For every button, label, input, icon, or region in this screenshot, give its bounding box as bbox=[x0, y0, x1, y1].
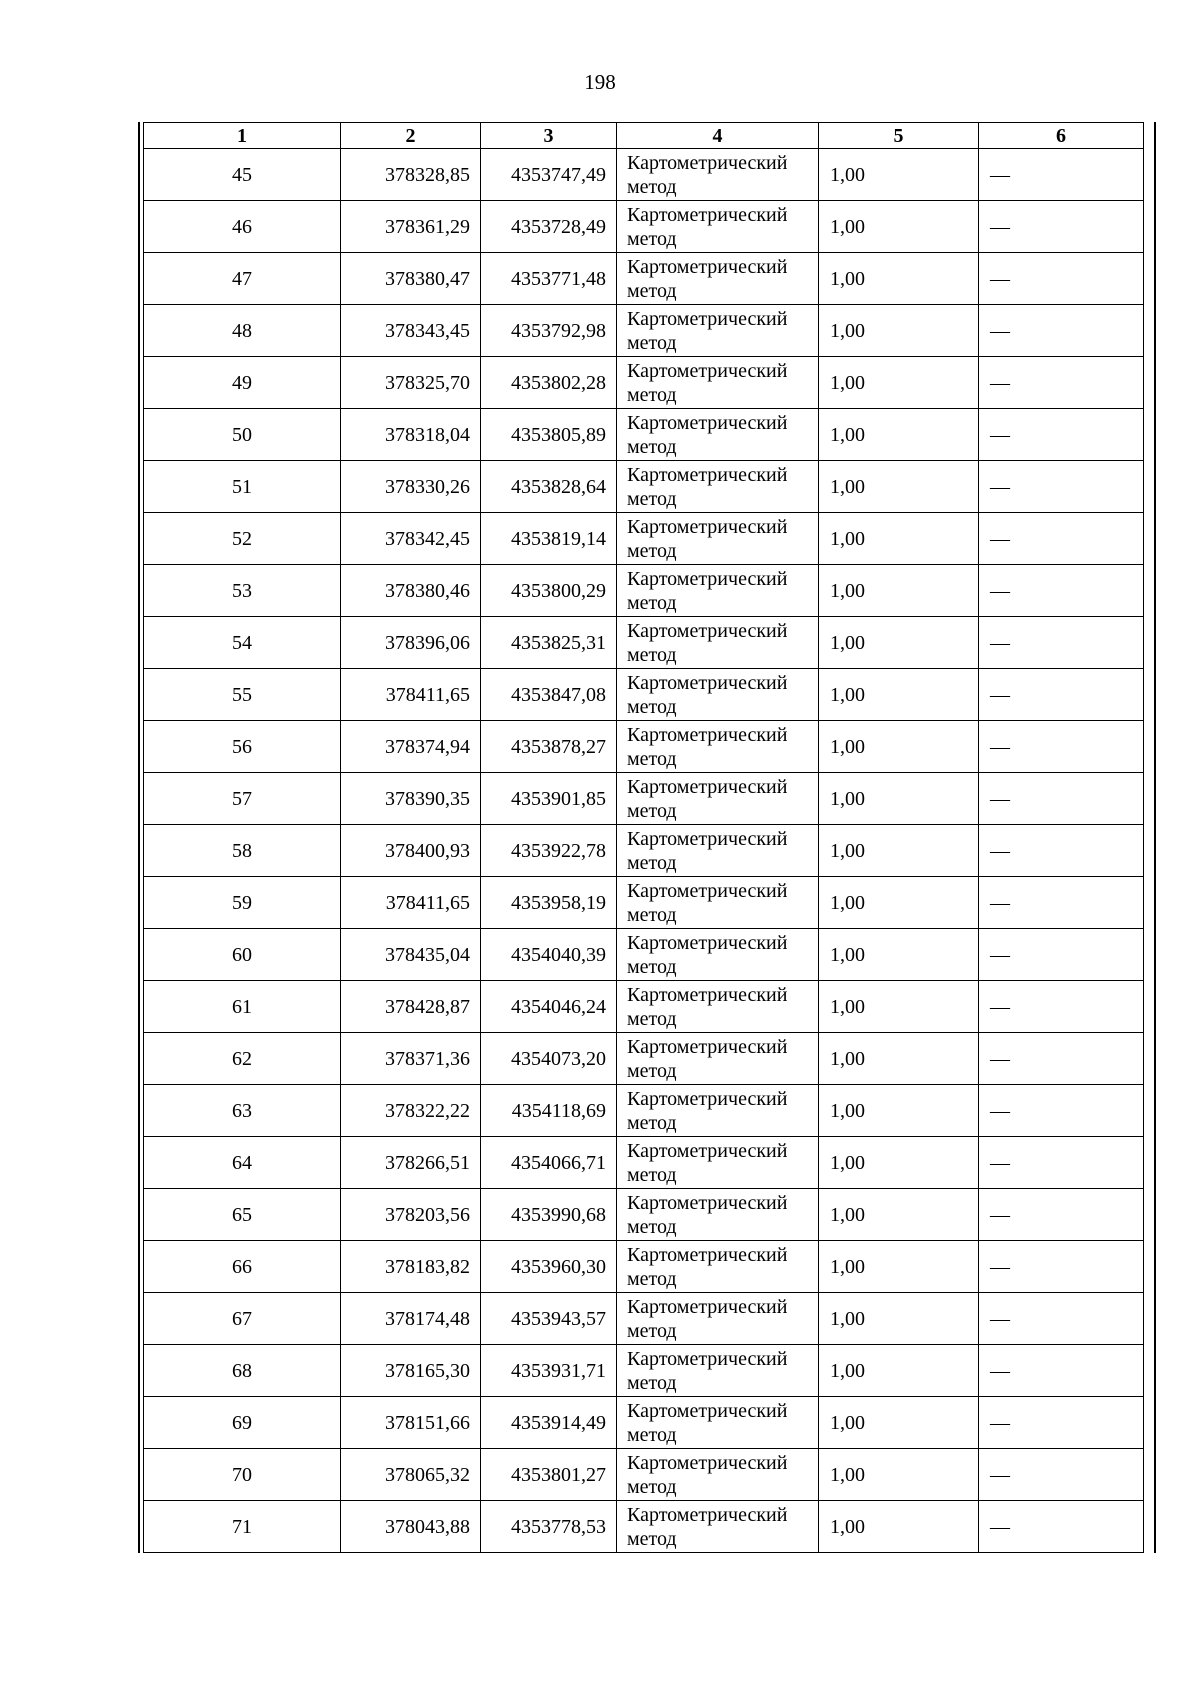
point-number-cell: 67 bbox=[144, 1293, 341, 1345]
table-row bbox=[144, 461, 1144, 513]
table-row bbox=[144, 1241, 1144, 1293]
description-cell: — bbox=[979, 929, 1144, 981]
table-row bbox=[144, 1397, 1144, 1449]
description-cell: — bbox=[979, 1137, 1144, 1189]
table-header-row bbox=[144, 123, 1144, 149]
accuracy-cell: 1,00 bbox=[819, 1449, 979, 1501]
accuracy-cell: 1,00 bbox=[819, 305, 979, 357]
coordinate-y-cell: 4354040,39 bbox=[481, 929, 617, 981]
coordinate-y-cell: 4353828,64 bbox=[481, 461, 617, 513]
coordinate-x-cell: 378380,46 bbox=[341, 565, 481, 617]
method-cell: Картометрический метод bbox=[617, 513, 819, 565]
point-number-cell: 46 bbox=[144, 201, 341, 253]
coordinate-y-cell: 4353778,53 bbox=[481, 1501, 617, 1553]
accuracy-cell: 1,00 bbox=[819, 1189, 979, 1241]
table-row bbox=[144, 981, 1144, 1033]
coordinate-y-cell: 4353943,57 bbox=[481, 1293, 617, 1345]
point-number-cell: 69 bbox=[144, 1397, 341, 1449]
coordinate-x-cell: 378411,65 bbox=[341, 669, 481, 721]
accuracy-cell: 1,00 bbox=[819, 669, 979, 721]
accuracy-cell: 1,00 bbox=[819, 253, 979, 305]
point-number-cell: 68 bbox=[144, 1345, 341, 1397]
accuracy-cell: 1,00 bbox=[819, 981, 979, 1033]
point-number-cell: 45 bbox=[144, 149, 341, 201]
method-cell: Картометрический метод bbox=[617, 721, 819, 773]
point-number-cell: 60 bbox=[144, 929, 341, 981]
point-number-cell: 58 bbox=[144, 825, 341, 877]
method-cell: Картометрический метод bbox=[617, 1033, 819, 1085]
point-number-cell: 53 bbox=[144, 565, 341, 617]
accuracy-cell: 1,00 bbox=[819, 201, 979, 253]
method-cell: Картометрический метод bbox=[617, 1501, 819, 1553]
point-number-cell: 65 bbox=[144, 1189, 341, 1241]
table-row bbox=[144, 617, 1144, 669]
table-row bbox=[144, 149, 1144, 201]
coordinate-x-cell: 378361,29 bbox=[341, 201, 481, 253]
method-cell: Картометрический метод bbox=[617, 981, 819, 1033]
coordinate-y-cell: 4353805,89 bbox=[481, 409, 617, 461]
description-cell: — bbox=[979, 877, 1144, 929]
table-row bbox=[144, 1085, 1144, 1137]
method-cell: Картометрический метод bbox=[617, 409, 819, 461]
description-cell: — bbox=[979, 1345, 1144, 1397]
description-cell: — bbox=[979, 981, 1144, 1033]
table-row bbox=[144, 305, 1144, 357]
coordinate-y-cell: 4354066,71 bbox=[481, 1137, 617, 1189]
table-row bbox=[144, 825, 1144, 877]
coordinate-x-cell: 378390,35 bbox=[341, 773, 481, 825]
description-cell: — bbox=[979, 1241, 1144, 1293]
coordinate-y-cell: 4353802,28 bbox=[481, 357, 617, 409]
method-cell: Картометрический метод bbox=[617, 877, 819, 929]
description-cell: — bbox=[979, 409, 1144, 461]
coordinate-y-cell: 4353792,98 bbox=[481, 305, 617, 357]
point-number-cell: 63 bbox=[144, 1085, 341, 1137]
description-cell: — bbox=[979, 149, 1144, 201]
header-cell-4: 4 bbox=[617, 123, 819, 149]
coordinate-y-cell: 4353771,48 bbox=[481, 253, 617, 305]
point-number-cell: 51 bbox=[144, 461, 341, 513]
header-cell-5: 5 bbox=[819, 123, 979, 149]
description-cell: — bbox=[979, 357, 1144, 409]
table-row bbox=[144, 513, 1144, 565]
coordinate-x-cell: 378266,51 bbox=[341, 1137, 481, 1189]
coordinate-y-cell: 4353901,85 bbox=[481, 773, 617, 825]
method-cell: Картометрический метод bbox=[617, 929, 819, 981]
table-row bbox=[144, 773, 1144, 825]
accuracy-cell: 1,00 bbox=[819, 1345, 979, 1397]
page-number: 198 bbox=[584, 70, 616, 94]
method-cell: Картометрический метод bbox=[617, 461, 819, 513]
point-number-cell: 59 bbox=[144, 877, 341, 929]
accuracy-cell: 1,00 bbox=[819, 357, 979, 409]
accuracy-cell: 1,00 bbox=[819, 1085, 979, 1137]
coordinate-y-cell: 4353990,68 bbox=[481, 1189, 617, 1241]
coordinate-y-cell: 4353914,49 bbox=[481, 1397, 617, 1449]
method-cell: Картометрический метод bbox=[617, 1449, 819, 1501]
accuracy-cell: 1,00 bbox=[819, 1241, 979, 1293]
coordinate-x-cell: 378065,32 bbox=[341, 1449, 481, 1501]
coordinate-y-cell: 4353931,71 bbox=[481, 1345, 617, 1397]
point-number-cell: 62 bbox=[144, 1033, 341, 1085]
coordinate-x-cell: 378043,88 bbox=[341, 1501, 481, 1553]
point-number-cell: 54 bbox=[144, 617, 341, 669]
coordinate-x-cell: 378165,30 bbox=[341, 1345, 481, 1397]
table-row bbox=[144, 721, 1144, 773]
table-row bbox=[144, 877, 1144, 929]
method-cell: Картометрический метод bbox=[617, 825, 819, 877]
coordinate-x-cell: 378428,87 bbox=[341, 981, 481, 1033]
description-cell: — bbox=[979, 513, 1144, 565]
point-number-cell: 47 bbox=[144, 253, 341, 305]
accuracy-cell: 1,00 bbox=[819, 773, 979, 825]
description-cell: — bbox=[979, 617, 1144, 669]
header-cell-2: 2 bbox=[341, 123, 481, 149]
coordinate-x-cell: 378435,04 bbox=[341, 929, 481, 981]
method-cell: Картометрический метод bbox=[617, 1137, 819, 1189]
coordinate-x-cell: 378174,48 bbox=[341, 1293, 481, 1345]
point-number-cell: 52 bbox=[144, 513, 341, 565]
accuracy-cell: 1,00 bbox=[819, 1397, 979, 1449]
table-row bbox=[144, 201, 1144, 253]
coordinate-x-cell: 378325,70 bbox=[341, 357, 481, 409]
coordinate-x-cell: 378151,66 bbox=[341, 1397, 481, 1449]
description-cell: — bbox=[979, 1293, 1144, 1345]
table-row bbox=[144, 1137, 1144, 1189]
coordinate-x-cell: 378374,94 bbox=[341, 721, 481, 773]
header-cell-1: 1 bbox=[144, 123, 341, 149]
method-cell: Картометрический метод bbox=[617, 1085, 819, 1137]
table-row bbox=[144, 1189, 1144, 1241]
coordinate-x-cell: 378371,36 bbox=[341, 1033, 481, 1085]
description-cell: — bbox=[979, 201, 1144, 253]
table-row bbox=[144, 1501, 1144, 1553]
coordinate-x-cell: 378380,47 bbox=[341, 253, 481, 305]
coordinate-y-cell: 4353825,31 bbox=[481, 617, 617, 669]
coordinate-y-cell: 4353819,14 bbox=[481, 513, 617, 565]
accuracy-cell: 1,00 bbox=[819, 1033, 979, 1085]
point-number-cell: 70 bbox=[144, 1449, 341, 1501]
coordinate-x-cell: 378330,26 bbox=[341, 461, 481, 513]
description-cell: — bbox=[979, 669, 1144, 721]
coordinate-x-cell: 378318,04 bbox=[341, 409, 481, 461]
table-row bbox=[144, 565, 1144, 617]
method-cell: Картометрический метод bbox=[617, 1293, 819, 1345]
point-number-cell: 64 bbox=[144, 1137, 341, 1189]
coordinate-y-cell: 4353958,19 bbox=[481, 877, 617, 929]
coordinate-x-cell: 378343,45 bbox=[341, 305, 481, 357]
coordinate-y-cell: 4353728,49 bbox=[481, 201, 617, 253]
table-row bbox=[144, 1033, 1144, 1085]
table-row bbox=[144, 357, 1144, 409]
header-cell-3: 3 bbox=[481, 123, 617, 149]
coordinate-y-cell: 4353747,49 bbox=[481, 149, 617, 201]
description-cell: — bbox=[979, 1397, 1144, 1449]
accuracy-cell: 1,00 bbox=[819, 409, 979, 461]
description-cell: — bbox=[979, 773, 1144, 825]
point-number-cell: 55 bbox=[144, 669, 341, 721]
table-row bbox=[144, 1345, 1144, 1397]
accuracy-cell: 1,00 bbox=[819, 513, 979, 565]
coordinates-table bbox=[143, 122, 1144, 1553]
description-cell: — bbox=[979, 253, 1144, 305]
accuracy-cell: 1,00 bbox=[819, 1501, 979, 1553]
accuracy-cell: 1,00 bbox=[819, 149, 979, 201]
point-number-cell: 66 bbox=[144, 1241, 341, 1293]
point-number-cell: 56 bbox=[144, 721, 341, 773]
table-row bbox=[144, 1293, 1144, 1345]
method-cell: Картометрический метод bbox=[617, 357, 819, 409]
point-number-cell: 61 bbox=[144, 981, 341, 1033]
coordinate-y-cell: 4353922,78 bbox=[481, 825, 617, 877]
description-cell: — bbox=[979, 461, 1144, 513]
coordinate-x-cell: 378183,82 bbox=[341, 1241, 481, 1293]
description-cell: — bbox=[979, 1449, 1144, 1501]
accuracy-cell: 1,00 bbox=[819, 825, 979, 877]
accuracy-cell: 1,00 bbox=[819, 877, 979, 929]
accuracy-cell: 1,00 bbox=[819, 565, 979, 617]
description-cell: — bbox=[979, 825, 1144, 877]
accuracy-cell: 1,00 bbox=[819, 617, 979, 669]
method-cell: Картометрический метод bbox=[617, 253, 819, 305]
method-cell: Картометрический метод bbox=[617, 617, 819, 669]
description-cell: — bbox=[979, 1501, 1144, 1553]
coordinate-x-cell: 378328,85 bbox=[341, 149, 481, 201]
method-cell: Картометрический метод bbox=[617, 1397, 819, 1449]
method-cell: Картометрический метод bbox=[617, 1241, 819, 1293]
coordinate-y-cell: 4353960,30 bbox=[481, 1241, 617, 1293]
method-cell: Картометрический метод bbox=[617, 149, 819, 201]
coordinate-y-cell: 4354073,20 bbox=[481, 1033, 617, 1085]
description-cell: — bbox=[979, 1033, 1144, 1085]
description-cell: — bbox=[979, 721, 1144, 773]
point-number-cell: 57 bbox=[144, 773, 341, 825]
coordinate-x-cell: 378411,65 bbox=[341, 877, 481, 929]
coordinate-x-cell: 378342,45 bbox=[341, 513, 481, 565]
method-cell: Картометрический метод bbox=[617, 1345, 819, 1397]
point-number-cell: 49 bbox=[144, 357, 341, 409]
point-number-cell: 50 bbox=[144, 409, 341, 461]
table-row bbox=[144, 929, 1144, 981]
accuracy-cell: 1,00 bbox=[819, 1293, 979, 1345]
point-number-cell: 71 bbox=[144, 1501, 341, 1553]
description-cell: — bbox=[979, 305, 1144, 357]
accuracy-cell: 1,00 bbox=[819, 721, 979, 773]
table-row bbox=[144, 409, 1144, 461]
coordinate-y-cell: 4353801,27 bbox=[481, 1449, 617, 1501]
coordinate-y-cell: 4353847,08 bbox=[481, 669, 617, 721]
coordinate-x-cell: 378322,22 bbox=[341, 1085, 481, 1137]
method-cell: Картометрический метод bbox=[617, 773, 819, 825]
description-cell: — bbox=[979, 1189, 1144, 1241]
method-cell: Картометрический метод bbox=[617, 201, 819, 253]
table-row bbox=[144, 1449, 1144, 1501]
header-cell-6: 6 bbox=[979, 123, 1144, 149]
table-row bbox=[144, 669, 1144, 721]
coordinate-y-cell: 4353878,27 bbox=[481, 721, 617, 773]
coordinate-y-cell: 4354046,24 bbox=[481, 981, 617, 1033]
coordinate-x-cell: 378203,56 bbox=[341, 1189, 481, 1241]
coordinate-x-cell: 378400,93 bbox=[341, 825, 481, 877]
accuracy-cell: 1,00 bbox=[819, 1137, 979, 1189]
method-cell: Картометрический метод bbox=[617, 565, 819, 617]
method-cell: Картометрический метод bbox=[617, 669, 819, 721]
table-body bbox=[144, 149, 1144, 1553]
description-cell: — bbox=[979, 565, 1144, 617]
accuracy-cell: 1,00 bbox=[819, 461, 979, 513]
coordinate-y-cell: 4353800,29 bbox=[481, 565, 617, 617]
method-cell: Картометрический метод bbox=[617, 305, 819, 357]
coordinate-x-cell: 378396,06 bbox=[341, 617, 481, 669]
method-cell: Картометрический метод bbox=[617, 1189, 819, 1241]
description-cell: — bbox=[979, 1085, 1144, 1137]
coordinates-table-container bbox=[138, 122, 1156, 1553]
table-row bbox=[144, 253, 1144, 305]
coordinate-y-cell: 4354118,69 bbox=[481, 1085, 617, 1137]
point-number-cell: 48 bbox=[144, 305, 341, 357]
accuracy-cell: 1,00 bbox=[819, 929, 979, 981]
